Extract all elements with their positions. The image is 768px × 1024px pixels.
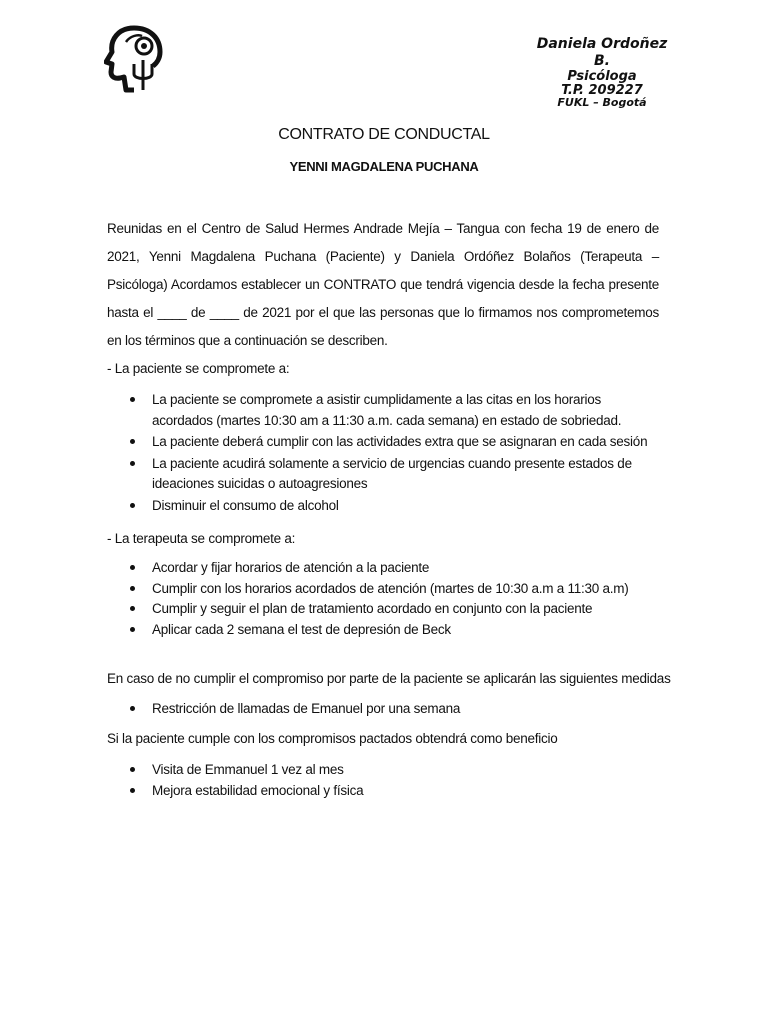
bullet-icon (130, 565, 135, 570)
list-item (130, 454, 660, 495)
bullet-icon (130, 606, 135, 611)
list-item-text: Aplicar cada 2 semana el test de depresión de Beck (152, 621, 451, 637)
document-title: CONTRATO DE CONDUCTAL (278, 126, 490, 143)
noncompliance-heading: En caso de no cumplir el compromiso por parte de la paciente se aplicarán las siguientes medidas (107, 671, 671, 686)
patient-commitments-list (130, 390, 660, 516)
bullet-icon (130, 397, 135, 402)
therapist-commitments-heading: - La terapeuta se compromete a: (107, 531, 296, 546)
stamp-license: T.P. 209227 (561, 83, 643, 98)
list-item-text: Mejora estabilidad emocional y física (152, 782, 364, 798)
document-subtitle: YENNI MAGDALENA PUCHANA (289, 159, 479, 174)
therapist-commitments-list (130, 558, 660, 640)
list-item (130, 699, 660, 720)
list-item (130, 620, 660, 641)
list-item (130, 496, 660, 517)
list-item (130, 390, 660, 431)
list-item-text: Restricción de llamadas de Emanuel por una semana (152, 701, 461, 716)
bullet-icon (130, 706, 135, 711)
patient-commitments-heading: - La paciente se compromete a: (107, 361, 290, 376)
benefit-heading: Si la paciente cumple con los compromisos pactados obtendrá como beneficio (107, 731, 558, 746)
intro-paragraph: Reunidas en el Centro de Salud Hermes Andrade Mejía – Tangua con fecha 19 de enero de 2021, Yenni Magdalena Puchana (Paciente) y Daniela Ordóñez Bolaños (Terapeuta – Psicóloga) Acordamos establecer un CONTRATO que tendrá vigencia desde la fecha presente hasta el ____ de ____ de 2021 por el que las personas que lo firmamos nos comprometemos en los términos que a continuación se describen. (107, 221, 659, 348)
bullet-icon (130, 627, 135, 632)
list-item (130, 579, 660, 600)
list-item-text: Cumplir con los horarios acordados de atención (martes de 10:30 a.m a 11:30 a.m) (152, 580, 629, 596)
professional-stamp (532, 36, 672, 108)
bullet-icon (130, 788, 135, 793)
bullet-icon (130, 503, 135, 508)
bullet-icon (130, 767, 135, 772)
benefit-list (130, 760, 660, 801)
bullet-icon (130, 461, 135, 466)
stamp-institution: FUKL – Bogotá (557, 96, 647, 109)
list-item (130, 781, 660, 802)
head-psi-logo-icon (104, 24, 168, 94)
stamp-role: Psicóloga (567, 69, 637, 84)
bullet-icon (130, 586, 135, 591)
list-item (130, 432, 660, 453)
stamp-name: Daniela Ordoñez B. (536, 36, 668, 69)
list-item-text: La paciente se compromete a asistir cumplidamente a las citas en los horarios acordados (martes 10:30 am a 11:30 a.m. cada semana) en estado de sobriedad. (152, 392, 622, 428)
list-item-text: Acordar y fijar horarios de atención a la paciente (152, 560, 430, 575)
list-item (130, 558, 660, 579)
list-item-text: Disminuir el consumo de alcohol (152, 497, 339, 513)
list-item-text: La paciente acudirá solamente a servicio de urgencias cuando presente estados de ideaciones suicidas o autoagresiones (152, 455, 632, 491)
noncompliance-list (130, 699, 660, 720)
list-item (130, 760, 660, 781)
list-item (130, 599, 660, 620)
list-item-text: La paciente deberá cumplir con las actividades extra que se asignaran en cada sesión (152, 434, 648, 449)
list-item-text: Cumplir y seguir el plan de tratamiento acordado en conjunto con la paciente (152, 601, 593, 616)
bullet-icon (130, 439, 135, 444)
list-item-text: Visita de Emmanuel 1 vez al mes (152, 762, 344, 777)
